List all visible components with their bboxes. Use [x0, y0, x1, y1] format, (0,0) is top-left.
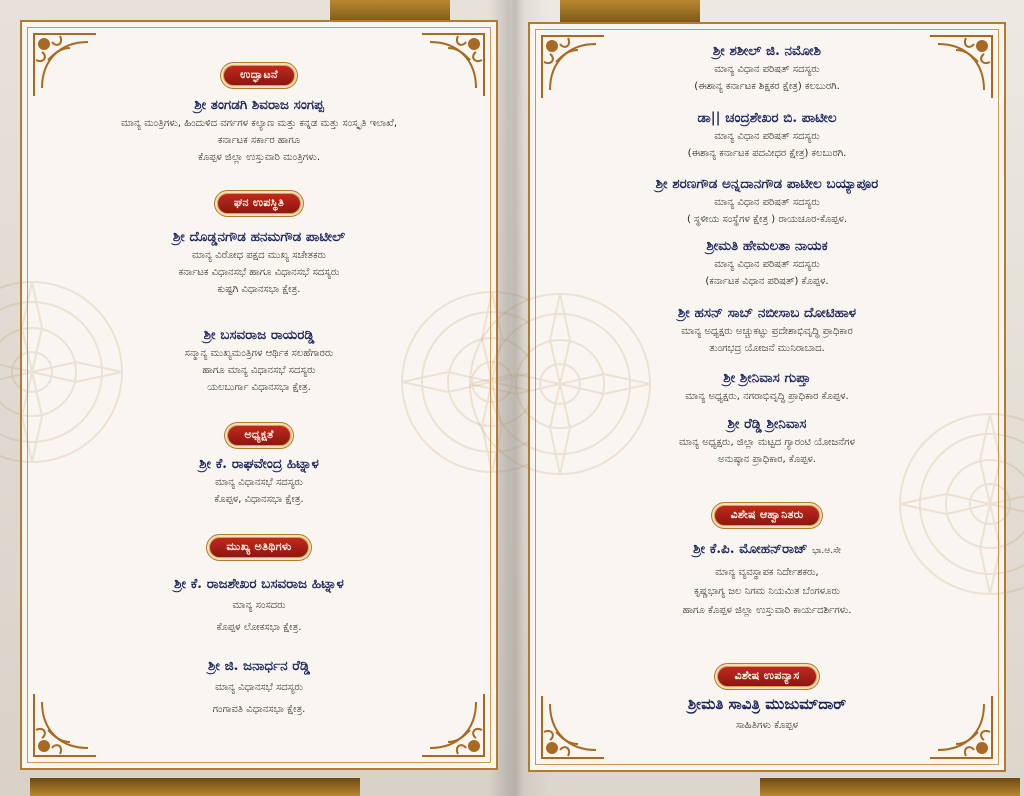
- guest-entry: [22, 228, 496, 298]
- guest-role-line: ಮಾನ್ಯ ಅಧ್ಯಕ್ಷರು, ನಗರಾಭಿವೃದ್ಧಿ ಪ್ರಾಧಿಕಾರ ಕೊಪ್ಪಳ.: [685, 391, 849, 402]
- guest-entry: [22, 326, 496, 396]
- guest-entry: [22, 455, 496, 508]
- guest-role-line: ಮಾನ್ಯ ವಿಧಾನಸಭೆ ಸದಸ್ಯರು: [215, 477, 303, 488]
- guest-role-line: ಕೃಷ್ಣಭಾಗ್ಯ ಜಲ ನಿಗಮ ನಿಯಮಿತ ಬೆಂಗಳೂರು: [694, 586, 840, 597]
- section-heading-label: ಅಧ್ಯಕ್ಷತೆ: [227, 425, 290, 446]
- guest-role-line: ಮಾನ್ಯ ವಿಧಾನಸಭೆ ಸದಸ್ಯರು: [215, 682, 303, 693]
- gold-edge-bottom-right: [760, 778, 1020, 796]
- section-heading: [530, 664, 1004, 687]
- guest-role-line: ಮಾನ್ಯ ಅಧ್ಯಕ್ಷರು ಅಚ್ಚುಕಟ್ಟು ಪ್ರದೇಶಾಭಿವೃದ್ಧಿ ಪ್ರಾಧಿಕಾರ: [681, 326, 853, 337]
- guest-title-suffix: ಭಾ.ಆ.ಸೇ: [812, 546, 841, 556]
- guest-entry: [530, 237, 1004, 290]
- guest-role-line: ಮಾನ್ಯ ವಿಧಾನ ಪರಿಷತ್ ಸದಸ್ಯರು: [714, 64, 820, 75]
- guest-name: ಶ್ರೀ ಶಶೀಲ್ ಜಿ. ನಮೋಶಿ: [712, 43, 822, 59]
- guest-role-line: ಮಾನ್ಯ ವಿಧಾನ ಪರಿಷತ್ ಸದಸ್ಯರು: [714, 259, 820, 270]
- guest-name: ಶ್ರೀ ದೊಡ್ಡನಗೌಡ ಹನಮಗೌಡ ಪಾಟೀಲ್: [172, 229, 346, 245]
- guest-name: ಶ್ರೀ ರೆಡ್ಡಿ ಶ್ರೀನಿವಾಸ: [727, 416, 807, 432]
- guest-role-line: ಮಾನ್ಯ ವಿಧಾನ ಪರಿಷತ್ ಸದಸ್ಯರು: [714, 197, 820, 208]
- guest-entry: [22, 575, 496, 636]
- guest-role-line: ಸನ್ಮಾನ್ಯ ಮುಖ್ಯಮಂತ್ರಿಗಳ ಆರ್ಥಿಕ ಸಲಹೆಗಾರರು: [184, 348, 334, 359]
- guest-name: ಶ್ರೀ ಜಿ. ಜನಾರ್ಧನ ರೆಡ್ಡಿ: [207, 658, 311, 674]
- guest-role-line: ತುಂಗಭದ್ರ ಯೋಜನೆ ಮುನಿರಾಬಾದ.: [709, 343, 825, 354]
- guest-name: ಶ್ರೀ ಹಸನ್ ಸಾಬ್ ನಬೀಸಾಬ ದೋಟಿಹಾಳ: [677, 305, 857, 321]
- guest-role-line: ಮಾನ್ಯ ವ್ಯವಸ್ಥಾಪಕ ನಿರ್ದೇಶಕರು,: [715, 567, 819, 578]
- guest-entry: [530, 42, 1004, 95]
- guest-role-line: ಕೊಪ್ಪಳ ಜಿಲ್ಲಾ ಉಸ್ತುವಾರಿ ಮಂತ್ರಿಗಳು.: [197, 152, 321, 163]
- guest-role-line: ಮಾನ್ಯ ವಿರೋಧ ಪಕ್ಷದ ಮುಖ್ಯ ಸಚೇತಕರು: [192, 250, 326, 261]
- guest-name: ಶ್ರೀ ತಂಗಡಗಿ ಶಿವರಾಜ ಸಂಗಪ್ಪ: [194, 97, 324, 113]
- guest-name: ಶ್ರೀ ಶರಣಗೌಡ ಅನ್ನದಾನಗೌಡ ಪಾಟೀಲ ಬಯ್ಯಾಪೂರ: [655, 176, 879, 192]
- guest-name: ಶ್ರೀಮತಿ ಸಾವಿತ್ರಿ ಮುಜುಮ್‌ದಾರ್: [687, 695, 847, 713]
- section-heading: [22, 535, 496, 558]
- guest-name: ಶ್ರೀ ಬಸವರಾಜ ರಾಯರಡ್ಡಿ: [203, 327, 315, 343]
- guest-role-line: ಕೊಪ್ಪಳ, ವಿಧಾನಸಭಾ ಕ್ಷೇತ್ರ.: [214, 494, 304, 505]
- section-heading-label: ವಿಶೇಷ ಉಪನ್ಯಾಸ: [717, 666, 816, 687]
- guest-role-line: ಕುಷ್ಟಗಿ ವಿಧಾನಸಭಾ ಕ್ಷೇತ್ರ.: [217, 284, 301, 295]
- guest-entry: [530, 695, 1004, 734]
- left-invitation-card: [20, 20, 498, 770]
- guest-role-line: ಹಾಗೂ ಕೊಪ್ಪಳ ಜಿಲ್ಲಾ ಉಸ್ತುವಾರಿ ಕಾರ್ಯದರ್ಶಿಗಳು.: [682, 605, 852, 616]
- right-invitation-card: [528, 22, 1006, 772]
- section-heading: [530, 503, 1004, 526]
- guest-entry: [530, 540, 1004, 619]
- guest-role-line: (ಈಶಾನ್ಯ ಕರ್ನಾಟಕ ಶಿಕ್ಷಕರ ಕ್ಷೇತ್ರ) ಕಲಬುರಗಿ.: [694, 81, 840, 92]
- guest-role-line: ( ಸ್ಥಳೀಯ ಸಂಸ್ಥೆಗಳ ಕ್ಷೇತ್ರ ) ರಾಯಚೂರ-ಕೊಪ್ಪಳ.: [686, 214, 848, 225]
- guest-role-line: ಗಂಗಾವತಿ ವಿಧಾನಸಭಾ ಕ್ಷೇತ್ರ.: [212, 704, 306, 715]
- guest-role-line: (ಕರ್ನಾಟಕ ವಿಧಾನ ಪರಿಷತ್) ಕೊಪ್ಪಳ.: [705, 276, 829, 287]
- guest-entry: [530, 369, 1004, 405]
- guest-name-row: [530, 540, 1004, 561]
- gold-edge-bottom-left: [30, 778, 360, 796]
- guest-entry: [530, 415, 1004, 468]
- section-heading-label: ಉದ್ಘಾಟನೆ: [223, 65, 295, 86]
- gold-edge-top-right: [560, 0, 700, 24]
- guest-role-line: ಕರ್ನಾಟಕ ವಿಧಾನಸಭೆ ಹಾಗೂ ವಿಧಾನಸಭೆ ಸದಸ್ಯರು: [178, 267, 340, 278]
- section-heading-label: ವಿಶೇಷ ಆಹ್ವಾನಿತರು: [714, 505, 821, 526]
- guest-name: ಶ್ರೀಮತಿ ಹೇಮಲತಾ ನಾಯಕ: [706, 238, 828, 254]
- section-heading-label: ಘನ ಉಪಸ್ಥಿತಿ: [217, 193, 301, 214]
- guest-name: ಡಾ|| ಚಂದ್ರಶೇಖರ ಬಿ. ಪಾಟೀಲ: [697, 110, 837, 126]
- guest-role-line: ಮಾನ್ಯ ವಿಧಾನ ಪರಿಷತ್ ಸದಸ್ಯರು: [714, 131, 820, 142]
- guest-role-line: ಮಾನ್ಯ ಸಂಸದರು: [232, 600, 286, 611]
- guest-role-line: ಮಾನ್ಯ ಅಧ್ಯಕ್ಷರು, ಜಿಲ್ಲಾ ಮಟ್ಟದ ಗ್ಯಾರಂಟಿ ಯೋಜನೆಗಳ: [679, 437, 855, 448]
- guest-role-line: ಸಾಹಿತಿಗಳು ಕೊಪ್ಪಳ: [735, 720, 799, 731]
- guest-role-line: ಅನುಷ್ಠಾನ ಪ್ರಾಧಿಕಾರ, ಕೊಪ್ಪಳ.: [718, 454, 816, 465]
- guest-name: ಶ್ರೀ ಶ್ರೀನಿವಾಸ ಗುಪ್ತಾ: [723, 370, 811, 386]
- guest-name: ಶ್ರೀ ಕೆ.ಪಿ. ಮೋಹನ್‌ರಾಜ್: [693, 541, 808, 557]
- guest-role-line: ಕೊಪ್ಪಳ ಲೋಕಸಭಾ ಕ್ಷೇತ್ರ.: [216, 622, 302, 633]
- guest-entry: [22, 657, 496, 718]
- guest-entry: [22, 96, 496, 166]
- guest-role-line: ಕರ್ನಾಟಕ ಸರ್ಕಾರ ಹಾಗೂ: [217, 135, 301, 146]
- section-heading-label: ಮುಖ್ಯ ಅತಿಥಿಗಳು: [209, 537, 308, 558]
- guest-entry: [530, 109, 1004, 162]
- guest-role-line: (ಈಶಾನ್ಯ ಕರ್ನಾಟಕ ಪದವೀಧರ ಕ್ಷೇತ್ರ) ಕಲಬುರಗಿ.: [687, 148, 847, 159]
- guest-role-line: ಹಾಗೂ ಮಾನ್ಯ ವಿಧಾನಸಭೆ ಸದಸ್ಯರು: [202, 365, 316, 376]
- guest-role-line: ಮಾನ್ಯ ಮಂತ್ರಿಗಳು, ಹಿಂದುಳಿದ ವರ್ಗಗಳ ಕಲ್ಯಾಣ ಮತ್ತು ಕನ್ನಡ ಮತ್ತು ಸಂಸ್ಕೃತಿ ಇಲಾಖೆ,: [121, 118, 397, 129]
- section-heading: [22, 63, 496, 86]
- section-heading: [22, 423, 496, 446]
- guest-name: ಶ್ರೀ ಕೆ. ರಾಘವೇಂದ್ರ ಹಿಟ್ನಾಳ: [199, 456, 319, 472]
- guest-role-line: ಯಲಬುರ್ಗಾ ವಿಧಾನಸಭಾ ಕ್ಷೇತ್ರ.: [207, 382, 311, 393]
- guest-entry: [530, 304, 1004, 357]
- section-heading: [22, 191, 496, 214]
- guest-name: ಶ್ರೀ ಕೆ. ರಾಜಶೇಖರ ಬಸವರಾಜ ಹಿಟ್ನಾಳ: [174, 576, 344, 592]
- guest-entry: [530, 175, 1004, 228]
